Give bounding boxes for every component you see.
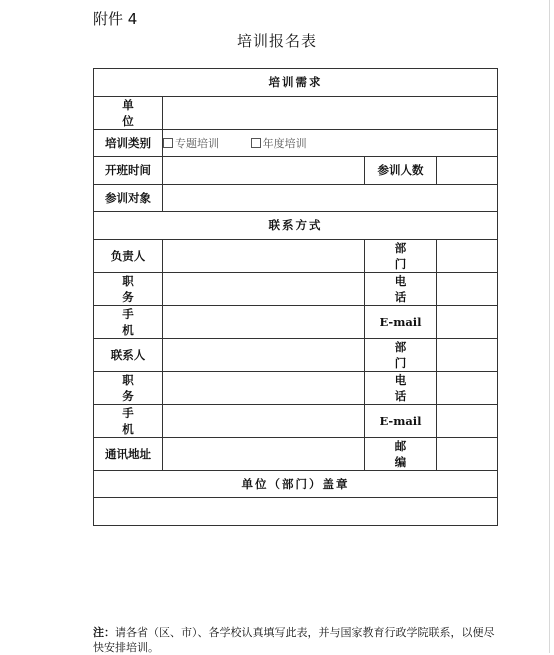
- row-position: [94, 272, 498, 305]
- input-dept[interactable]: [437, 239, 498, 272]
- label-contact-person: 联系人: [94, 338, 163, 371]
- input-contact-person[interactable]: [163, 338, 365, 371]
- input-postcode[interactable]: [437, 437, 498, 470]
- input-target[interactable]: [163, 184, 498, 212]
- footnote: [93, 625, 503, 655]
- option-special-label: 专题培训: [175, 136, 219, 150]
- label-person-in-charge: 负责人: [94, 239, 163, 272]
- input-person-in-charge[interactable]: [163, 239, 365, 272]
- input-address[interactable]: [163, 437, 365, 470]
- input-dept-2[interactable]: [437, 338, 498, 371]
- label-phone-2: 电 话: [365, 371, 437, 404]
- row-contact-person: [94, 338, 498, 371]
- label-training-type: 培训类别: [94, 129, 163, 157]
- input-position-2[interactable]: [163, 371, 365, 404]
- input-participants[interactable]: [437, 157, 498, 185]
- label-dept-2: 部 门: [365, 338, 437, 371]
- label-address: 通讯地址: [94, 437, 163, 470]
- stamp-area[interactable]: [94, 498, 498, 526]
- checkbox-icon[interactable]: [163, 138, 173, 148]
- training-type-options: [163, 129, 498, 157]
- row-stamp-area: [94, 498, 498, 526]
- checkbox-icon[interactable]: [251, 138, 261, 148]
- section-row-training-needs: [94, 69, 498, 97]
- section-heading-training-needs: 培训需求: [94, 69, 498, 97]
- row-class-time: [94, 157, 498, 185]
- label-postcode: 邮 编: [365, 437, 437, 470]
- registration-form-table: [93, 68, 498, 526]
- input-position[interactable]: [163, 272, 365, 305]
- footnote-prefix: 注：: [93, 626, 115, 639]
- section-heading-contact: 联系方式: [94, 212, 498, 240]
- section-row-stamp: [94, 470, 498, 498]
- label-mobile-2: 手 机: [94, 404, 163, 437]
- section-row-contact: [94, 212, 498, 240]
- option-annual-training[interactable]: [251, 137, 307, 150]
- row-target: [94, 184, 498, 212]
- row-person-in-charge: [94, 239, 498, 272]
- label-email-2: E-mail: [365, 404, 437, 437]
- input-phone-2[interactable]: [437, 371, 498, 404]
- label-target: 参训对象: [94, 184, 163, 212]
- label-class-time: 开班时间: [94, 157, 163, 185]
- row-address: [94, 437, 498, 470]
- row-unit: [94, 96, 498, 129]
- option-annual-label: 年度培训: [262, 136, 307, 150]
- row-position-2: [94, 371, 498, 404]
- input-mobile-2[interactable]: [163, 404, 365, 437]
- input-phone[interactable]: [437, 272, 498, 305]
- row-mobile: [94, 305, 498, 338]
- section-heading-stamp: 单位（部门）盖章: [94, 470, 498, 498]
- label-dept: 部 门: [365, 239, 437, 272]
- label-position-2: 职 务: [94, 371, 163, 404]
- label-position: 职 务: [94, 272, 163, 305]
- row-training-type: [94, 129, 498, 157]
- attachment-label: 附件 4: [93, 10, 138, 28]
- label-email: E-mail: [365, 305, 437, 338]
- input-mobile[interactable]: [163, 305, 365, 338]
- label-unit: 单 位: [94, 96, 163, 129]
- input-class-time[interactable]: [163, 157, 365, 185]
- option-special-training[interactable]: [163, 137, 219, 150]
- form-title: 培训报名表: [236, 32, 317, 50]
- label-phone: 电 话: [365, 272, 437, 305]
- input-unit[interactable]: [163, 96, 498, 129]
- label-mobile: 手 机: [94, 305, 163, 338]
- page-edge-line: [549, 0, 550, 653]
- label-participants: 参训人数: [365, 157, 437, 185]
- footnote-text: 请各省（区、市）、各学校认真填写此表，并与国家教育行政学院联系，以便尽快安排培训。: [93, 626, 495, 654]
- row-mobile-2: [94, 404, 498, 437]
- input-email[interactable]: [437, 305, 498, 338]
- input-email-2[interactable]: [437, 404, 498, 437]
